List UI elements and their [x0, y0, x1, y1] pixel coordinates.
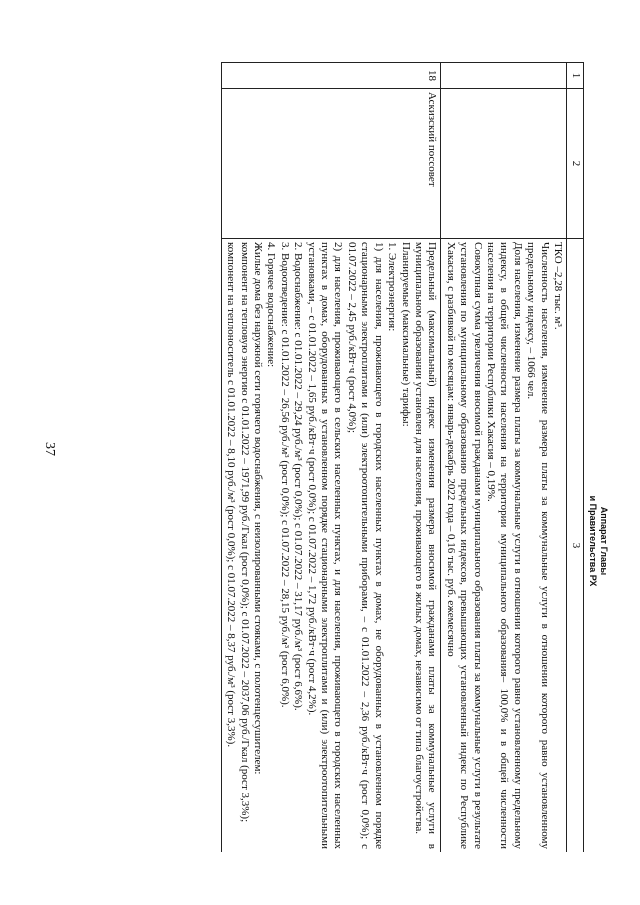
- text-line: ТКО –2,28 тыс. м³.: [552, 242, 564, 330]
- text-line: 2. Водоснабжение: с 01.01.2022 – 29,24 руб./м³ (рост 0,0%); с 01.07.2022 – 31,17 руб./м³ (рост 6,6%).: [292, 242, 305, 711]
- row-description: [221, 239, 441, 853]
- text-line: 2) для населения, проживающего в сельских населенных пунктах, и для населения, проживающего в городских населенных пунктах в домах, оборудованных в установленном порядке стационарными электроплитами и (или) электроотопительными установками, – с 01.01.2022 – 1,65 руб./кВт·ч (рост 0,0%); с 01.07.2022 – 1,72 руб./кВт·ч (рост 4,2%).: [305, 242, 345, 849]
- text-line: Численность населения, изменение размера платы за коммунальные услуги в отношении которого равно установленному предельному индексу, – 1066 чел.: [525, 242, 551, 849]
- stamp-text: [587, 496, 609, 587]
- rotated-table-container: [98, 62, 584, 852]
- header-col-3: 3: [567, 239, 584, 853]
- tariff-table: [221, 62, 584, 852]
- text-line: 1. Электроэнергия:: [386, 242, 399, 332]
- text-line: Доля населения, изменение размера платы за коммунальные услуги в отношении которого равно установленному предельному индексу, в общей численности населения на территории муниципального образования– 100,0% и в общей численности населения на территории Республики Хакасия – 0,19%.: [484, 242, 524, 849]
- header-col-1: 1: [567, 63, 584, 89]
- text-line: компонент на теплоноситель с 01.01.2022 – 8,10 руб./м³ (рост 0,0%); с 01.07.2022 – 8,37 руб./м³ (рост 3,3%).: [225, 242, 238, 748]
- text-line: 1) для населения, проживающего в городских населенных пунктах в домах, не оборудованных в установленном порядке стационарными электроплитами и (или) электроотопительными приборами, – с 01.01.2022 – 2,36 руб./кВт·ч (рост 0,0%); с 01.07.2022 – 2,45 руб./кВт·ч (рост 4,0%);: [345, 242, 385, 849]
- municipality-name: Аскизский поссовет: [221, 89, 441, 239]
- row-number: 18: [221, 63, 441, 89]
- table-header-row: [567, 63, 584, 853]
- document-table-area: [98, 62, 584, 852]
- table-row: [441, 63, 567, 853]
- text-line: компонент на тепловую энергию с 01.01.2022 – 1971,99 руб./Гкал (рост 0,0%); с 01.07.2022 – 2037,06 руб./Гкал (рост 3,3%);: [238, 242, 251, 823]
- header-col-2: 2: [567, 89, 584, 239]
- stamp-line-1: Аппарат Главы: [599, 506, 609, 576]
- text-line: Предельный (максимальный) индекс изменения размера вносимой гражданами платы за коммунальные услуги в муниципальном образовании установлен для населения, проживающего в жилых домах, независимо от типа благоустройства.: [412, 242, 439, 849]
- row-description: [441, 239, 567, 853]
- municipality-name: [441, 89, 567, 239]
- text-line: Планируемые (максимальные) тарифы:: [399, 242, 412, 427]
- text-line: 4. Горячее водоснабжение:: [265, 242, 278, 368]
- table-row: [221, 63, 441, 853]
- text-line: Жилые дома без наружной сети горячего водоснабжения, с неизолированными стояками, с полотенцесушителем:: [252, 242, 265, 775]
- text-line: 3. Водоотведение: с 01.01.2022 – 26,56 руб./м³ (рост 0,0%); с 01.07.2022 – 28,15 руб./м³ (рост 6,0%).: [278, 242, 291, 708]
- page-number: 37: [42, 442, 57, 456]
- row-number: [441, 63, 567, 89]
- stamp-line-2: и Правительства РХ: [588, 495, 598, 587]
- text-line: Совокупная сумма увеличения вносимой гражданами муниципального образования платы за коммунальные услуги в результате установления по муниципальному образованию предельных индексов, превышающих установленный индекс по Республике Хакасия, с разбивкой по месяцам: январь-декабрь 2022 года – 0,16 тыс. руб. ежемесячно: [444, 242, 484, 849]
